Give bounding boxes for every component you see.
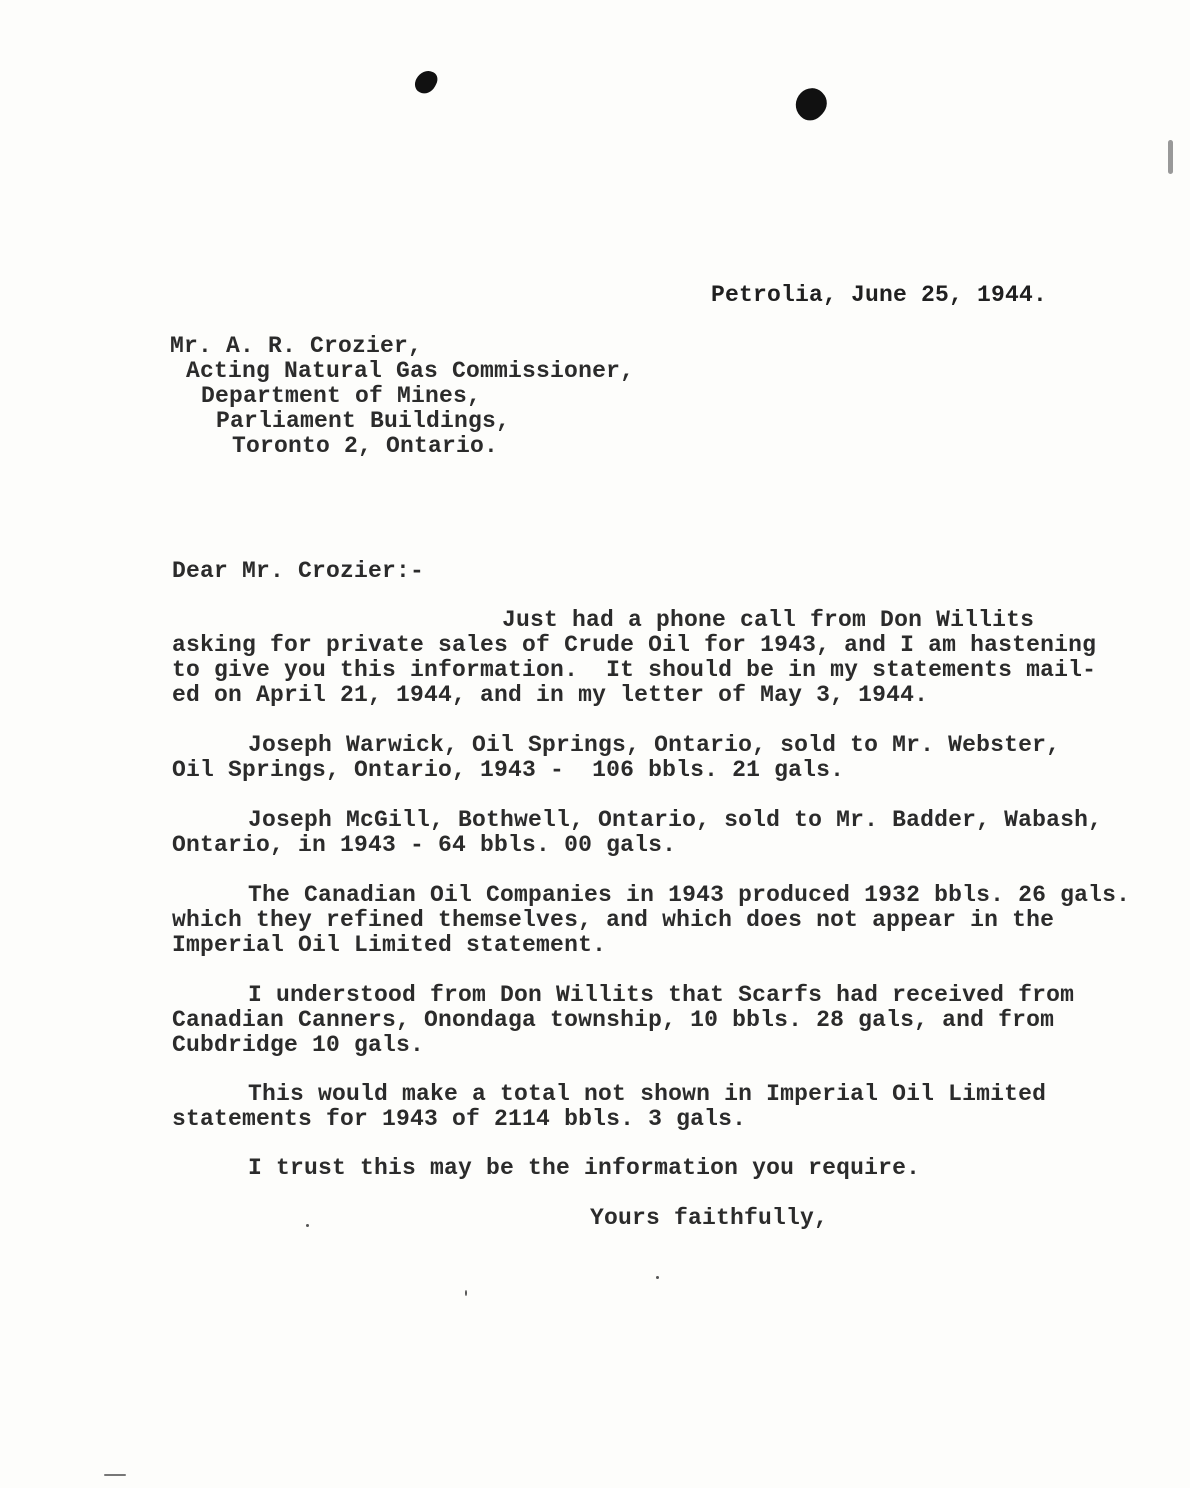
dot-3 <box>465 1290 467 1296</box>
paragraph-1-line-1: Just had a phone call from Don Willits <box>502 607 1035 633</box>
dot-2 <box>656 1276 659 1279</box>
paragraph-1-line-4: ed on April 21, 1944, and in my letter of May 3, 1944. <box>172 682 929 708</box>
paragraph-3-line-1: Joseph McGill, Bothwell, Ontario, sold to Mr. Badder, Wabash, <box>248 807 1103 833</box>
paragraph-1-line-3: to give you this information. It should be in my statements mail- <box>172 657 1097 683</box>
paragraph-5-line-2: Canadian Canners, Onondaga township, 10 bbls. 28 gals, and from <box>172 1007 1055 1033</box>
paragraph-4-line-2: which they refined themselves, and which does not appear in the <box>172 907 1055 933</box>
salutation: Dear Mr. Crozier:- <box>172 558 425 584</box>
address-line-building: Parliament Buildings, <box>216 408 511 434</box>
address-line-department: Department of Mines, <box>201 383 482 409</box>
paragraph-1-line-2: asking for private sales of Crude Oil for 1943, and I am hastening <box>172 632 1097 658</box>
dot-1 <box>306 1224 309 1227</box>
paragraph-4-line-3: Imperial Oil Limited statement. <box>172 932 607 958</box>
paragraph-6-line-1: This would make a total not shown in Imperial Oil Limited <box>248 1081 1047 1107</box>
address-line-name: Mr. A. R. Crozier, <box>170 333 423 359</box>
ink-blot-left <box>412 67 441 98</box>
address-line-title: Acting Natural Gas Commissioner, <box>186 358 635 384</box>
paragraph-4-line-1: The Canadian Oil Companies in 1943 produced 1932 bbls. 26 gals. <box>248 882 1131 908</box>
paragraph-2-line-2: Oil Springs, Ontario, 1943 - 106 bbls. 21 gals. <box>172 757 845 783</box>
closing: Yours faithfully, <box>590 1205 829 1231</box>
edge-speck <box>1168 140 1173 174</box>
paragraph-6-line-2: statements for 1943 of 2114 bbls. 3 gals. <box>172 1106 747 1132</box>
address-line-city: Toronto 2, Ontario. <box>232 433 499 459</box>
paragraph-3-line-2: Ontario, in 1943 - 64 bbls. 00 gals. <box>172 832 677 858</box>
paragraph-2-line-1: Joseph Warwick, Oil Springs, Ontario, sold to Mr. Webster, <box>248 732 1061 758</box>
paragraph-7: I trust this may be the information you require. <box>248 1155 921 1181</box>
edge-streak <box>104 1474 126 1476</box>
paragraph-5-line-1: I understood from Don Willits that Scarfs had received from <box>248 982 1075 1008</box>
dateline: Petrolia, June 25, 1944. <box>711 282 1048 308</box>
paragraph-5-line-3: Cubdridge 10 gals. <box>172 1032 425 1058</box>
ink-blot-right <box>789 82 833 126</box>
